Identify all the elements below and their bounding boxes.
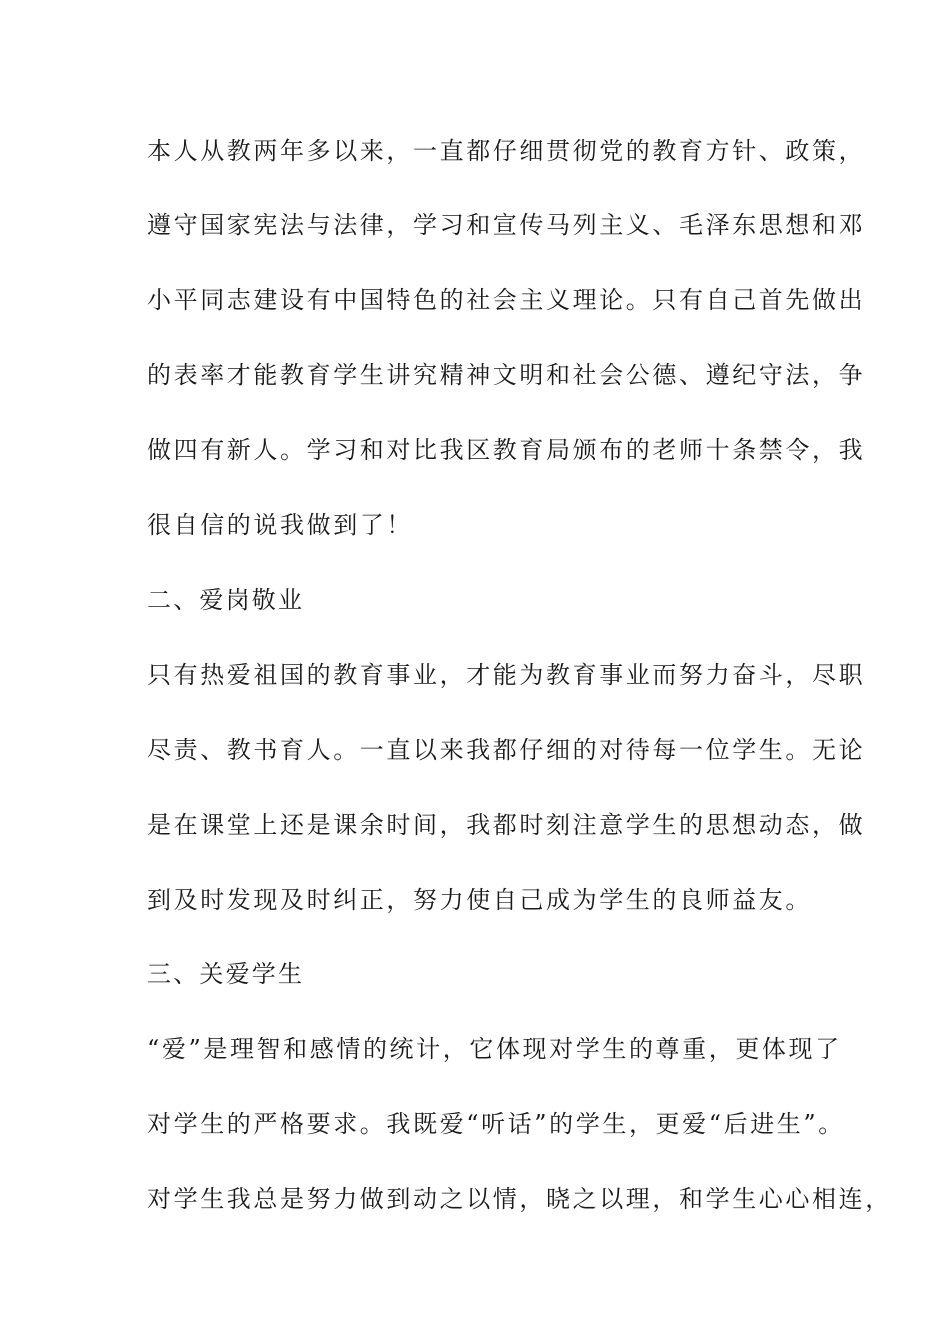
- paragraph-line: “爱”是理智和感情的统计，它体现对学生的尊重，更体现了: [147, 1035, 842, 1063]
- paragraph-line: 只有热爱祖国的教育事业，才能为教育事业而努力奋斗，尽职: [147, 661, 866, 689]
- section-heading: 三、关爱学生: [147, 960, 305, 988]
- paragraph-line: 做四有新人。学习和对比我区教育局颁布的老师十条禁令，我: [147, 436, 866, 464]
- paragraph-line: 到及时发现及时纠正，努力使自己成为学生的良师益友。: [147, 886, 812, 914]
- paragraph-line: 是在课堂上还是课余时间，我都时刻注意学生的思想动态，做: [147, 811, 866, 839]
- paragraph-line: 对学生我总是努力做到动之以情，晓之以理，和学生心心相连，: [147, 1185, 892, 1213]
- paragraph-line: 很自信的说我做到了！: [147, 511, 413, 539]
- paragraph-line: 对学生的严格要求。我既爱“听话”的学生，更爱“后进生”。: [147, 1110, 845, 1138]
- paragraph-line: 遵守国家宪法与法律，学习和宣传马列主义、毛泽东思想和邓: [147, 211, 866, 239]
- paragraph-line: 尽责、教书育人。一直以来我都仔细的对待每一位学生。无论: [147, 736, 866, 764]
- paragraph-line: 本人从教两年多以来，一直都仔细贯彻党的教育方针、政策，: [147, 137, 866, 165]
- paragraph-line: 的表率才能教育学生讲究精神文明和社会公德、遵纪守法，争: [147, 361, 866, 389]
- section-heading: 二、爱岗敬业: [147, 586, 305, 614]
- paragraph-line: 小平同志建设有中国特色的社会主义理论。只有自己首先做出: [147, 286, 866, 314]
